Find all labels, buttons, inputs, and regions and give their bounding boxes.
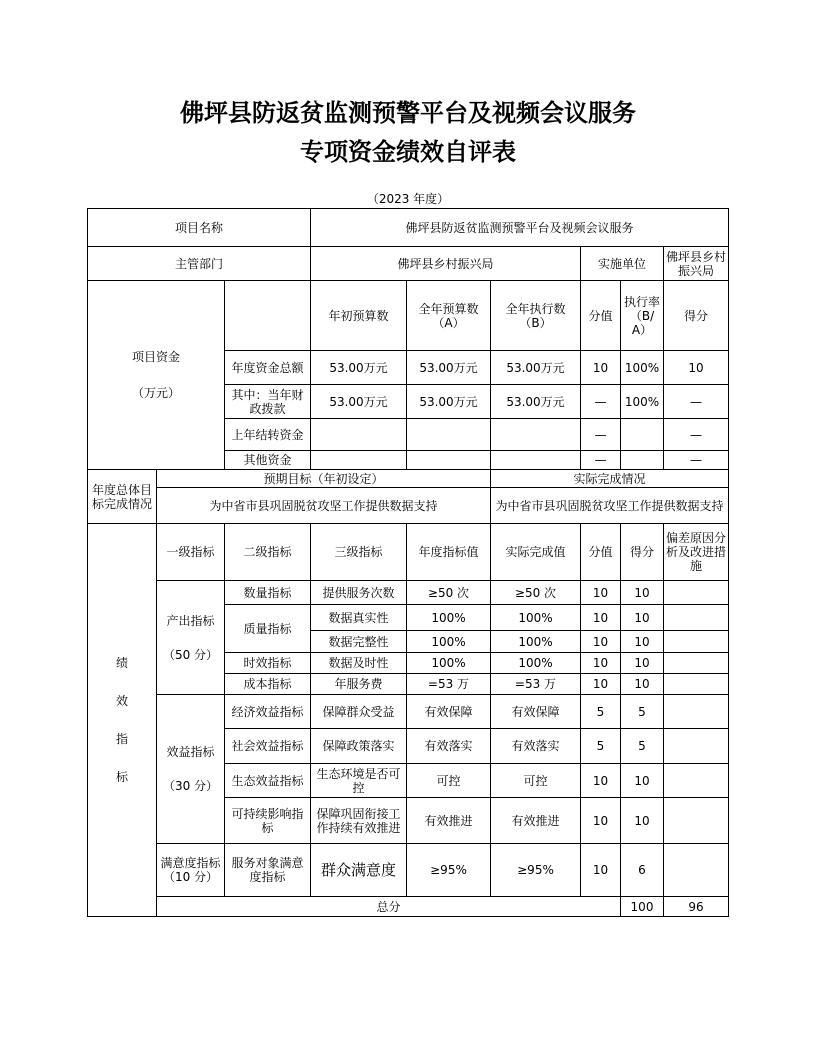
goal-expected: 为中省市县巩固脱贫攻坚工作提供数据支持 [157, 488, 491, 524]
funds-header: 全年预算数（A） [407, 281, 491, 351]
perf-l3: 年服务费 [311, 674, 407, 695]
self-evaluation-table [87, 208, 729, 917]
perf-l2: 经济效益指标 [225, 695, 311, 729]
goal-header-row [88, 470, 729, 488]
funds-row-label: 其中：当年财政拨款 [225, 385, 311, 419]
perf-target: =53 万 [407, 674, 491, 695]
perf-score: 5 [581, 729, 621, 764]
perf-l2: 可持续影响指标 [225, 798, 311, 844]
funds-cell [621, 451, 664, 470]
goal-expected-header: 预期目标（年初设定） [157, 470, 491, 488]
perf-score: 10 [581, 798, 621, 844]
funds-cell: — [664, 451, 729, 470]
perf-score: 10 [581, 844, 621, 897]
funds-cell: — [664, 419, 729, 451]
funds-header: 分值 [581, 281, 621, 351]
benefit-score: （30 分） [162, 779, 219, 793]
funds-cell: 10 [581, 351, 621, 385]
funds-cell: 10 [664, 351, 729, 385]
perf-note [664, 844, 729, 897]
funds-cell [311, 451, 407, 470]
perf-label [88, 524, 157, 917]
perf-target: 有效保障 [407, 695, 491, 729]
perf-actual: 有效落实 [491, 729, 581, 764]
perf-note [664, 695, 729, 729]
funds-cell: 53.00万元 [311, 351, 407, 385]
perf-score: 10 [581, 605, 621, 631]
funds-cell [491, 419, 581, 451]
perf-l3: 群众满意度 [311, 844, 407, 897]
perf-header: 三级指标 [311, 524, 407, 581]
document-title: 佛坪县防返贫监测预警平台及视频会议服务 [180, 98, 636, 127]
funds-header: 得分 [664, 281, 729, 351]
perf-actual: 100% [491, 631, 581, 653]
project-name-label: 项目名称 [88, 209, 311, 247]
perf-actual: ≥95% [491, 844, 581, 897]
funds-cell: 100% [621, 385, 664, 419]
funds-row-label: 其他资金 [225, 451, 311, 470]
perf-target: ≥95% [407, 844, 491, 897]
funds-cell: — [581, 451, 621, 470]
perf-score: 5 [581, 695, 621, 729]
perf-got: 10 [621, 631, 664, 653]
perf-header-row [88, 524, 729, 581]
satisfaction-label: 满意度指标（10 分） [157, 844, 225, 897]
perf-note [664, 798, 729, 844]
perf-header: 得分 [621, 524, 664, 581]
output-score: （50 分） [162, 647, 219, 662]
perf-header: 年度指标值 [407, 524, 491, 581]
perf-score: 10 [581, 674, 621, 695]
funds-header: 年初预算数 [311, 281, 407, 351]
perf-row [88, 844, 729, 897]
funds-header-row [88, 281, 729, 351]
perf-got: 10 [621, 605, 664, 631]
funds-header: 执行率（B/A） [621, 281, 664, 351]
impl-label: 实施单位 [581, 247, 664, 281]
funds-cell: 53.00万元 [491, 385, 581, 419]
perf-target: 可控 [407, 764, 491, 798]
perf-l3: 保障巩固衔接工作持续有效推进 [311, 798, 407, 844]
document-subtitle: 专项资金绩效自评表 [300, 137, 516, 166]
perf-score: 10 [581, 581, 621, 605]
funds-cell: 100% [621, 351, 664, 385]
perf-row [88, 581, 729, 605]
perf-note [664, 729, 729, 764]
funds-row-label: 年度资金总额 [225, 351, 311, 385]
perf-header: 一级指标 [157, 524, 225, 581]
funds-cell: — [581, 419, 621, 451]
perf-got: 6 [621, 844, 664, 897]
funds-header-blank [225, 281, 311, 351]
perf-note [664, 631, 729, 653]
perf-actual: 100% [491, 653, 581, 674]
year-label: （2023 年度） [366, 192, 450, 206]
funds-cell: 53.00万元 [311, 385, 407, 419]
output-indicator-label [157, 581, 225, 695]
perf-got: 10 [621, 798, 664, 844]
funds-cell: 53.00万元 [407, 351, 491, 385]
total-score: 100 [621, 897, 664, 917]
funds-label-line1: 项目资金 [131, 350, 180, 364]
perf-note [664, 653, 729, 674]
perf-label-char: 标 [115, 770, 128, 784]
total-got: 96 [664, 897, 729, 917]
perf-got: 10 [621, 581, 664, 605]
funds-header: 全年执行数（B） [491, 281, 581, 351]
perf-target: ≥50 次 [407, 581, 491, 605]
perf-l3: 数据及时性 [311, 653, 407, 674]
perf-header: 二级指标 [225, 524, 311, 581]
goal-actual: 为中省市县巩固脱贫攻坚工作提供数据支持 [491, 488, 729, 524]
perf-note [664, 605, 729, 631]
funds-cell [491, 451, 581, 470]
funds-cell [311, 419, 407, 451]
dept-value: 佛坪县乡村振兴局 [311, 247, 581, 281]
perf-got: 10 [621, 674, 664, 695]
total-row [88, 897, 729, 917]
perf-l2: 社会效益指标 [225, 729, 311, 764]
perf-actual: 100% [491, 605, 581, 631]
goal-content-row [88, 488, 729, 524]
perf-note [664, 674, 729, 695]
perf-target: 100% [407, 653, 491, 674]
perf-actual: ≥50 次 [491, 581, 581, 605]
perf-actual: 可控 [491, 764, 581, 798]
perf-row [88, 695, 729, 729]
goal-label: 年度总体目标完成情况 [88, 470, 157, 524]
perf-actual: 有效推进 [491, 798, 581, 844]
department-row [88, 247, 729, 281]
funds-cell: — [664, 385, 729, 419]
project-name-value: 佛坪县防返贫监测预警平台及视频会议服务 [311, 209, 729, 247]
perf-got: 5 [621, 729, 664, 764]
perf-score: 10 [581, 653, 621, 674]
perf-l2: 质量指标 [225, 605, 311, 653]
total-label: 总分 [157, 897, 621, 917]
perf-l2: 服务对象满意度指标 [225, 844, 311, 897]
perf-target: 100% [407, 605, 491, 631]
perf-header: 实际完成值 [491, 524, 581, 581]
perf-target: 100% [407, 631, 491, 653]
perf-actual: =53 万 [491, 674, 581, 695]
perf-got: 5 [621, 695, 664, 729]
perf-got: 10 [621, 653, 664, 674]
perf-target: 有效推进 [407, 798, 491, 844]
benefit-label: 效益指标 [166, 745, 215, 759]
impl-value: 佛坪县乡村振兴局 [664, 247, 729, 281]
perf-header: 偏差原因分析及改进措施 [664, 524, 729, 581]
perf-header: 分值 [581, 524, 621, 581]
perf-label-char: 绩 [115, 656, 128, 670]
funds-cell [621, 419, 664, 451]
funds-cell: 53.00万元 [491, 351, 581, 385]
perf-score: 10 [581, 764, 621, 798]
perf-l3: 数据真实性 [311, 605, 407, 631]
funds-cell: — [581, 385, 621, 419]
project-name-row [88, 209, 729, 247]
funds-row-label: 上年结转资金 [225, 419, 311, 451]
perf-label-char: 指 [115, 732, 128, 746]
perf-l3: 数据完整性 [311, 631, 407, 653]
perf-l2: 时效指标 [225, 653, 311, 674]
funds-label [88, 281, 225, 470]
perf-l2: 成本指标 [225, 674, 311, 695]
perf-l3: 保障政策落实 [311, 729, 407, 764]
perf-score: 10 [581, 631, 621, 653]
output-label: 产出指标 [166, 613, 215, 628]
perf-l2: 生态效益指标 [225, 764, 311, 798]
perf-actual: 有效保障 [491, 695, 581, 729]
perf-note [664, 764, 729, 798]
goal-actual-header: 实际完成情况 [491, 470, 729, 488]
funds-cell [407, 451, 491, 470]
perf-l2: 数量指标 [225, 581, 311, 605]
perf-l3: 提供服务次数 [311, 581, 407, 605]
perf-label-char: 效 [115, 694, 128, 708]
dept-label: 主管部门 [88, 247, 311, 281]
funds-cell [407, 419, 491, 451]
perf-l3: 生态环境是否可控 [311, 764, 407, 798]
funds-label-line2: （万元） [131, 386, 180, 400]
benefit-indicator-label [157, 695, 225, 844]
funds-cell: 53.00万元 [407, 385, 491, 419]
perf-note [664, 581, 729, 605]
perf-got: 10 [621, 764, 664, 798]
perf-l3: 保障群众受益 [311, 695, 407, 729]
perf-target: 有效落实 [407, 729, 491, 764]
